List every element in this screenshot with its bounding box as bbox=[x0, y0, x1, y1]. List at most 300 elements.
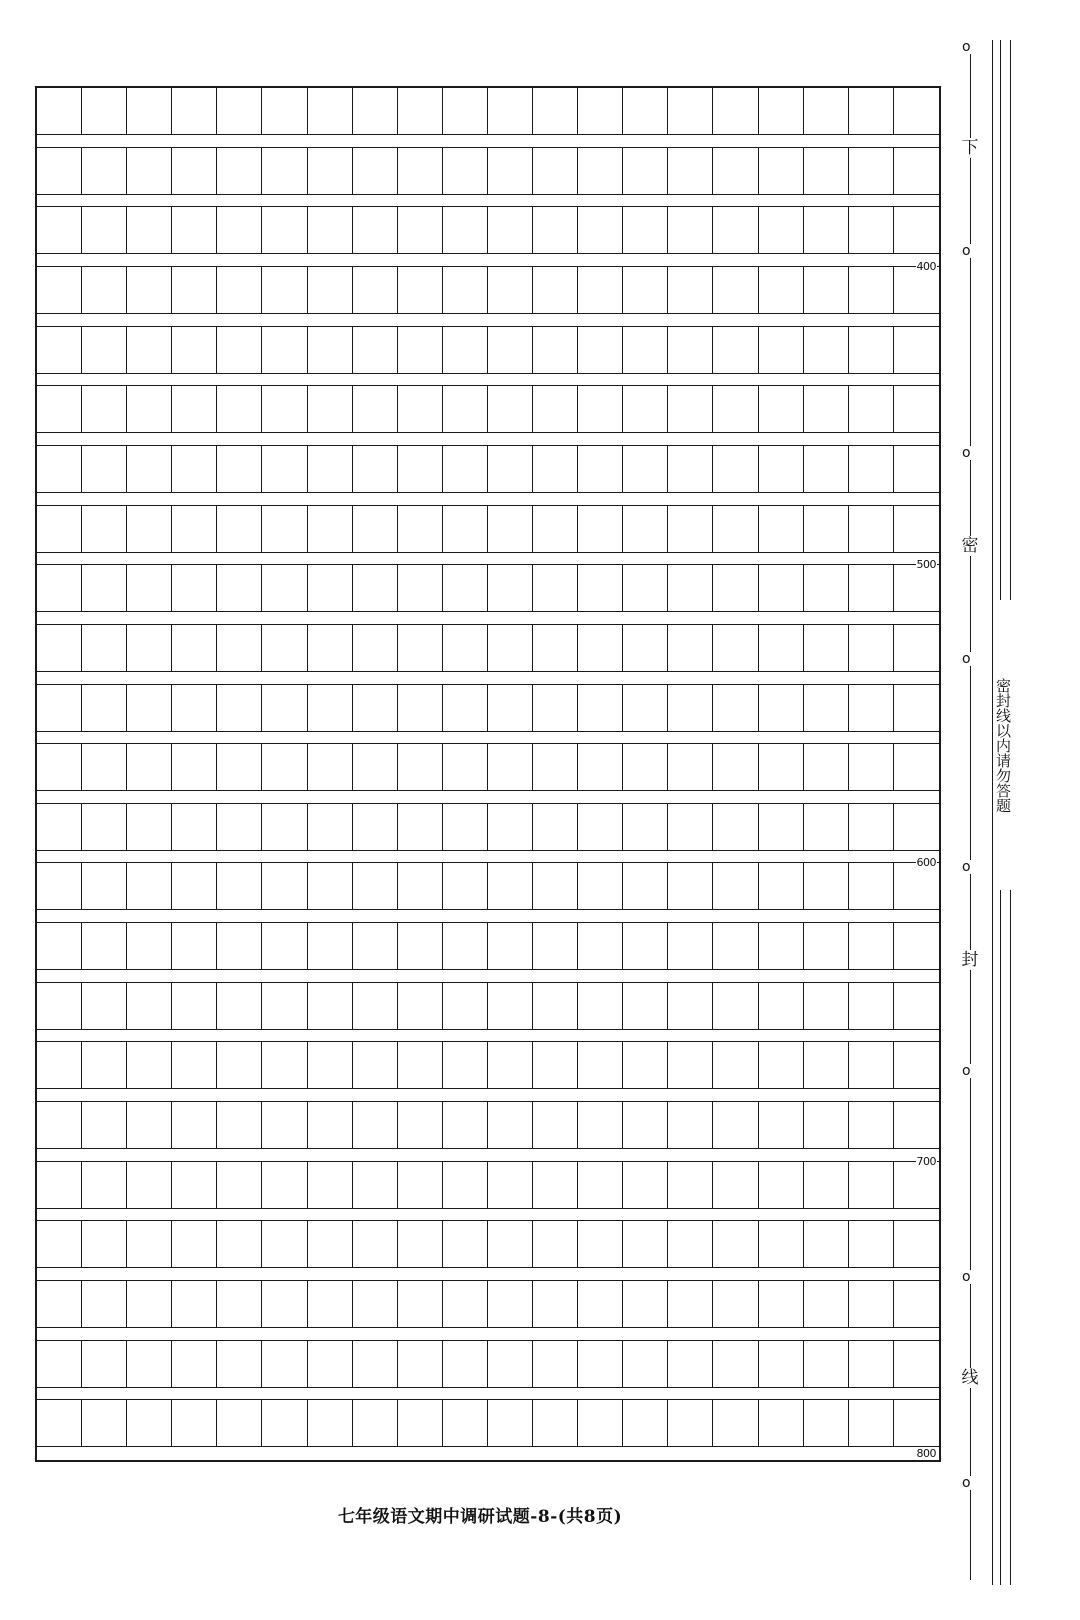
grid-cell bbox=[849, 88, 894, 134]
grid-cell bbox=[804, 983, 849, 1029]
grid-cell bbox=[578, 1162, 623, 1208]
binding-margin bbox=[960, 0, 1080, 1620]
grid-cell bbox=[623, 804, 668, 850]
grid-cell bbox=[714, 1102, 759, 1148]
grid-row bbox=[37, 863, 939, 909]
grid-cell bbox=[488, 88, 533, 134]
grid-cell bbox=[804, 1221, 849, 1267]
grid-cell bbox=[804, 1102, 849, 1148]
grid-cell bbox=[668, 1341, 713, 1387]
grid-cell bbox=[398, 327, 443, 373]
grid-cell bbox=[37, 148, 82, 194]
grid-cell bbox=[849, 1400, 894, 1446]
grid-cell bbox=[398, 744, 443, 790]
grid-cell bbox=[443, 88, 488, 134]
grid-row bbox=[37, 327, 939, 373]
grid-cell bbox=[578, 565, 623, 611]
row-rule bbox=[37, 1327, 939, 1328]
grid-cell bbox=[37, 207, 82, 253]
grid-cell bbox=[82, 1042, 127, 1088]
row-rule bbox=[37, 492, 939, 493]
grid-cell bbox=[353, 1281, 398, 1327]
binding-hole-mark: o bbox=[962, 39, 971, 55]
grid-cell bbox=[82, 685, 127, 731]
grid-cell bbox=[353, 446, 398, 492]
grid-cell bbox=[849, 983, 894, 1029]
grid-cell bbox=[759, 625, 804, 671]
grid-cell bbox=[308, 1341, 353, 1387]
grid-cell bbox=[668, 744, 713, 790]
grid-cell bbox=[37, 625, 82, 671]
grid-cell bbox=[217, 207, 262, 253]
grid-cell bbox=[623, 148, 668, 194]
grid-cell bbox=[127, 88, 172, 134]
grid-cell bbox=[668, 863, 713, 909]
grid-cell bbox=[82, 446, 127, 492]
grid-cell bbox=[488, 1221, 533, 1267]
grid-cell bbox=[488, 923, 533, 969]
grid-cell bbox=[668, 207, 713, 253]
grid-cell bbox=[443, 506, 488, 552]
grid-cell bbox=[127, 1162, 172, 1208]
grid-cell bbox=[714, 565, 759, 611]
grid-cell bbox=[668, 804, 713, 850]
grid-cell bbox=[849, 744, 894, 790]
grid-cell bbox=[488, 506, 533, 552]
grid-cell bbox=[398, 983, 443, 1029]
grid-cell bbox=[127, 267, 172, 313]
grid-cell bbox=[217, 685, 262, 731]
grid-cell bbox=[308, 1221, 353, 1267]
grid-row bbox=[37, 446, 939, 492]
grid-cell bbox=[668, 267, 713, 313]
grid-cell bbox=[263, 148, 308, 194]
grid-cell bbox=[263, 88, 308, 134]
grid-cell bbox=[668, 1221, 713, 1267]
grid-cell bbox=[488, 148, 533, 194]
grid-cell bbox=[37, 744, 82, 790]
row-rule bbox=[37, 1387, 939, 1388]
grid-cell bbox=[353, 744, 398, 790]
grid-cell bbox=[443, 565, 488, 611]
grid-cell bbox=[217, 327, 262, 373]
grid-row bbox=[37, 1162, 939, 1208]
grid-cell bbox=[308, 625, 353, 671]
grid-cell bbox=[82, 267, 127, 313]
grid-cell bbox=[759, 1102, 804, 1148]
grid-cell bbox=[714, 386, 759, 432]
grid-cell bbox=[398, 804, 443, 850]
grid-cell bbox=[308, 983, 353, 1029]
grid-cell bbox=[804, 267, 849, 313]
grid-cell bbox=[308, 863, 353, 909]
grid-cell bbox=[37, 327, 82, 373]
grid-cell bbox=[127, 148, 172, 194]
grid-cell bbox=[488, 1162, 533, 1208]
row-rule bbox=[37, 194, 939, 195]
grid-cell bbox=[804, 88, 849, 134]
grid-cell bbox=[353, 565, 398, 611]
grid-cell bbox=[714, 625, 759, 671]
grid-cell bbox=[217, 446, 262, 492]
grid-cell bbox=[714, 1221, 759, 1267]
grid-cell bbox=[533, 148, 578, 194]
grid-cell bbox=[533, 804, 578, 850]
grid-cell bbox=[578, 148, 623, 194]
grid-row bbox=[37, 506, 939, 552]
grid-cell bbox=[217, 88, 262, 134]
row-rule bbox=[37, 611, 939, 612]
grid-cell bbox=[37, 1341, 82, 1387]
grid-cell bbox=[82, 923, 127, 969]
grid-cell bbox=[82, 863, 127, 909]
seal-line bbox=[970, 45, 971, 1580]
grid-cell bbox=[353, 1102, 398, 1148]
grid-cell bbox=[714, 744, 759, 790]
grid-cell bbox=[668, 1281, 713, 1327]
grid-cell bbox=[533, 446, 578, 492]
grid-cell bbox=[353, 148, 398, 194]
grid-cell bbox=[849, 923, 894, 969]
grid-cell bbox=[488, 804, 533, 850]
grid-cell bbox=[353, 923, 398, 969]
grid-row bbox=[37, 1221, 939, 1267]
grid-cell bbox=[714, 863, 759, 909]
grid-cell bbox=[217, 267, 262, 313]
grid-cell bbox=[759, 1400, 804, 1446]
grid-cell bbox=[849, 1162, 894, 1208]
grid-cell bbox=[804, 1400, 849, 1446]
grid-cell bbox=[82, 506, 127, 552]
grid-cell bbox=[398, 386, 443, 432]
grid-cell bbox=[217, 565, 262, 611]
grid-cell bbox=[533, 625, 578, 671]
grid-cell bbox=[759, 1281, 804, 1327]
grid-cell bbox=[804, 207, 849, 253]
row-rule bbox=[37, 1208, 939, 1209]
grid-cell bbox=[263, 923, 308, 969]
grid-cell bbox=[217, 1162, 262, 1208]
grid-cell bbox=[308, 267, 353, 313]
grid-cell bbox=[398, 1162, 443, 1208]
seal-char-xian: 线 bbox=[958, 1368, 982, 1388]
grid-cell bbox=[263, 267, 308, 313]
grid-cell bbox=[398, 148, 443, 194]
grid-row bbox=[37, 565, 939, 611]
grid-cell bbox=[308, 804, 353, 850]
grid-cell bbox=[578, 1221, 623, 1267]
grid-cell bbox=[578, 446, 623, 492]
grid-cell bbox=[759, 267, 804, 313]
grid-cell bbox=[308, 386, 353, 432]
grid-cell bbox=[398, 1102, 443, 1148]
grid-cell bbox=[398, 685, 443, 731]
grid-cell bbox=[759, 685, 804, 731]
grid-cell bbox=[217, 804, 262, 850]
grid-cell bbox=[533, 506, 578, 552]
grid-cell bbox=[263, 863, 308, 909]
grid-cell bbox=[714, 267, 759, 313]
grid-cell bbox=[308, 1042, 353, 1088]
grid-cell bbox=[443, 1341, 488, 1387]
grid-cell bbox=[82, 1162, 127, 1208]
grid-cell bbox=[804, 685, 849, 731]
seal-char-feng: 封 bbox=[958, 950, 982, 970]
grid-row bbox=[37, 923, 939, 969]
grid-cell bbox=[804, 625, 849, 671]
grid-cell bbox=[488, 744, 533, 790]
grid-cell bbox=[668, 1042, 713, 1088]
grid-cell bbox=[623, 1162, 668, 1208]
grid-row bbox=[37, 685, 939, 731]
grid-cell bbox=[623, 923, 668, 969]
grid-cell bbox=[714, 1162, 759, 1208]
grid-cell bbox=[533, 1221, 578, 1267]
grid-cell bbox=[172, 506, 217, 552]
grid-cell bbox=[82, 1102, 127, 1148]
grid-cell bbox=[263, 207, 308, 253]
binding-hole-mark: o bbox=[962, 445, 971, 461]
row-rule bbox=[37, 790, 939, 791]
grid-cell bbox=[533, 863, 578, 909]
grid-cell bbox=[443, 685, 488, 731]
grid-cell bbox=[263, 1281, 308, 1327]
grid-cell bbox=[714, 804, 759, 850]
grid-cell bbox=[82, 565, 127, 611]
grid-cell bbox=[172, 685, 217, 731]
grid-cell bbox=[488, 327, 533, 373]
grid-cell bbox=[82, 88, 127, 134]
grid-cell bbox=[37, 1400, 82, 1446]
grid-cell bbox=[759, 1162, 804, 1208]
grid-cell bbox=[714, 327, 759, 373]
grid-cell bbox=[82, 1281, 127, 1327]
grid-cell bbox=[533, 1341, 578, 1387]
grid-cell bbox=[578, 1341, 623, 1387]
grid-cell bbox=[127, 1341, 172, 1387]
grid-cell bbox=[263, 565, 308, 611]
grid-cell bbox=[443, 148, 488, 194]
grid-cell bbox=[668, 565, 713, 611]
row-rule bbox=[37, 909, 939, 910]
grid-cell bbox=[398, 267, 443, 313]
grid-cell bbox=[488, 207, 533, 253]
grid-cell bbox=[398, 1042, 443, 1088]
grid-cell bbox=[443, 744, 488, 790]
grid-cell bbox=[398, 506, 443, 552]
grid-cell bbox=[308, 744, 353, 790]
grid-cell bbox=[714, 1281, 759, 1327]
grid-cell bbox=[804, 923, 849, 969]
grid-cell bbox=[623, 1102, 668, 1148]
grid-cell bbox=[398, 207, 443, 253]
grid-cell bbox=[353, 506, 398, 552]
grid-cell bbox=[714, 685, 759, 731]
grid-cell bbox=[398, 1400, 443, 1446]
grid-cell bbox=[172, 1221, 217, 1267]
grid-cell bbox=[308, 923, 353, 969]
grid-cell bbox=[172, 1162, 217, 1208]
grid-cell bbox=[443, 386, 488, 432]
grid-cell bbox=[488, 1042, 533, 1088]
grid-cell bbox=[804, 1042, 849, 1088]
grid-cell bbox=[533, 1102, 578, 1148]
grid-cell bbox=[127, 446, 172, 492]
grid-cell bbox=[127, 804, 172, 850]
grid-cell bbox=[37, 923, 82, 969]
grid-cell bbox=[308, 1102, 353, 1148]
grid-cell bbox=[263, 1400, 308, 1446]
grid-cell bbox=[172, 804, 217, 850]
grid-cell bbox=[488, 1281, 533, 1327]
grid-cell bbox=[533, 88, 578, 134]
grid-cell bbox=[353, 1400, 398, 1446]
grid-cell bbox=[127, 1102, 172, 1148]
grid-cell bbox=[668, 1102, 713, 1148]
row-rule bbox=[37, 731, 939, 732]
grid-cell bbox=[443, 1162, 488, 1208]
grid-cell bbox=[82, 625, 127, 671]
row-rule bbox=[37, 671, 939, 672]
grid-cell bbox=[172, 1341, 217, 1387]
grid-cell bbox=[623, 1341, 668, 1387]
binding-hole-mark: o bbox=[962, 1475, 971, 1491]
grid-cell bbox=[308, 327, 353, 373]
grid-cell bbox=[353, 207, 398, 253]
grid-cell bbox=[172, 1281, 217, 1327]
grid-cell bbox=[668, 506, 713, 552]
grid-cell bbox=[37, 386, 82, 432]
grid-cell bbox=[398, 625, 443, 671]
grid-cell bbox=[172, 386, 217, 432]
grid-cell bbox=[82, 148, 127, 194]
grid-cell bbox=[578, 804, 623, 850]
grid-cell bbox=[172, 1042, 217, 1088]
word-count-mark: 800 bbox=[916, 1447, 936, 1460]
grid-cell bbox=[714, 88, 759, 134]
grid-cell bbox=[443, 923, 488, 969]
essay-grid-sheet bbox=[35, 86, 941, 1462]
grid-cell bbox=[533, 207, 578, 253]
grid-cell bbox=[668, 685, 713, 731]
grid-cell bbox=[172, 1102, 217, 1148]
grid-cell bbox=[37, 1042, 82, 1088]
grid-cell bbox=[37, 267, 82, 313]
grid-row bbox=[37, 983, 939, 1029]
grid-cell bbox=[353, 1162, 398, 1208]
grid-cell bbox=[804, 148, 849, 194]
grid-cell bbox=[488, 625, 533, 671]
grid-row bbox=[37, 1281, 939, 1327]
grid-cell bbox=[759, 804, 804, 850]
grid-cell bbox=[488, 1102, 533, 1148]
grid-cell bbox=[849, 685, 894, 731]
page-footer: 七年级语文期中调研试题-8-(共8页) bbox=[337, 1507, 623, 1527]
binding-hole-mark: o bbox=[962, 243, 971, 259]
grid-cell bbox=[533, 1162, 578, 1208]
grid-cell bbox=[172, 148, 217, 194]
grid-cell bbox=[37, 506, 82, 552]
grid-cell bbox=[849, 1281, 894, 1327]
grid-cell bbox=[849, 625, 894, 671]
grid-cell bbox=[172, 267, 217, 313]
grid-cell bbox=[308, 685, 353, 731]
grid-cell bbox=[849, 506, 894, 552]
grid-cell bbox=[714, 1341, 759, 1387]
grid-cell bbox=[488, 1341, 533, 1387]
grid-cell bbox=[623, 1400, 668, 1446]
grid-cell bbox=[533, 1400, 578, 1446]
grid-cell bbox=[398, 1341, 443, 1387]
grid-cell bbox=[37, 446, 82, 492]
grid-cell bbox=[849, 207, 894, 253]
grid-cell bbox=[353, 1042, 398, 1088]
grid-cell bbox=[308, 1400, 353, 1446]
row-rule bbox=[37, 1267, 939, 1268]
grid-cell bbox=[578, 207, 623, 253]
grid-cell bbox=[37, 983, 82, 1029]
grid-row bbox=[37, 744, 939, 790]
grid-cell bbox=[398, 923, 443, 969]
grid-cell bbox=[488, 1400, 533, 1446]
row-rule bbox=[37, 1088, 939, 1089]
grid-cell bbox=[533, 1281, 578, 1327]
grid-cell bbox=[623, 207, 668, 253]
grid-cell bbox=[714, 207, 759, 253]
grid-cell bbox=[533, 744, 578, 790]
grid-cell bbox=[127, 565, 172, 611]
grid-cell bbox=[37, 88, 82, 134]
grid-cell bbox=[849, 1221, 894, 1267]
grid-cell bbox=[759, 863, 804, 909]
grid-cell bbox=[804, 1341, 849, 1387]
grid-cell bbox=[804, 565, 849, 611]
grid-cell bbox=[127, 1281, 172, 1327]
grid-cell bbox=[127, 863, 172, 909]
grid-cell bbox=[668, 327, 713, 373]
grid-cell bbox=[353, 1221, 398, 1267]
grid-cell bbox=[759, 983, 804, 1029]
grid-cell bbox=[172, 863, 217, 909]
grid-cell bbox=[668, 148, 713, 194]
grid-cell bbox=[533, 923, 578, 969]
grid-cell bbox=[759, 148, 804, 194]
grid-cell bbox=[759, 446, 804, 492]
grid-cell bbox=[849, 565, 894, 611]
grid-cell bbox=[308, 446, 353, 492]
grid-cell bbox=[849, 327, 894, 373]
grid-cell bbox=[759, 1341, 804, 1387]
grid-cell bbox=[759, 565, 804, 611]
grid-cell bbox=[443, 327, 488, 373]
grid-cell bbox=[443, 983, 488, 1029]
grid-cell bbox=[308, 565, 353, 611]
binding-hole-mark: o bbox=[962, 1269, 971, 1285]
grid-cell bbox=[668, 1162, 713, 1208]
grid-cell bbox=[849, 1341, 894, 1387]
grid-cell bbox=[308, 207, 353, 253]
grid-cell bbox=[759, 923, 804, 969]
grid-cell bbox=[488, 386, 533, 432]
grid-cell bbox=[217, 625, 262, 671]
grid-row bbox=[37, 1400, 939, 1446]
grid-cell bbox=[623, 1221, 668, 1267]
grid-row bbox=[37, 207, 939, 253]
grid-cell bbox=[714, 1400, 759, 1446]
grid-cell bbox=[353, 983, 398, 1029]
grid-cell bbox=[714, 148, 759, 194]
grid-cell bbox=[263, 685, 308, 731]
